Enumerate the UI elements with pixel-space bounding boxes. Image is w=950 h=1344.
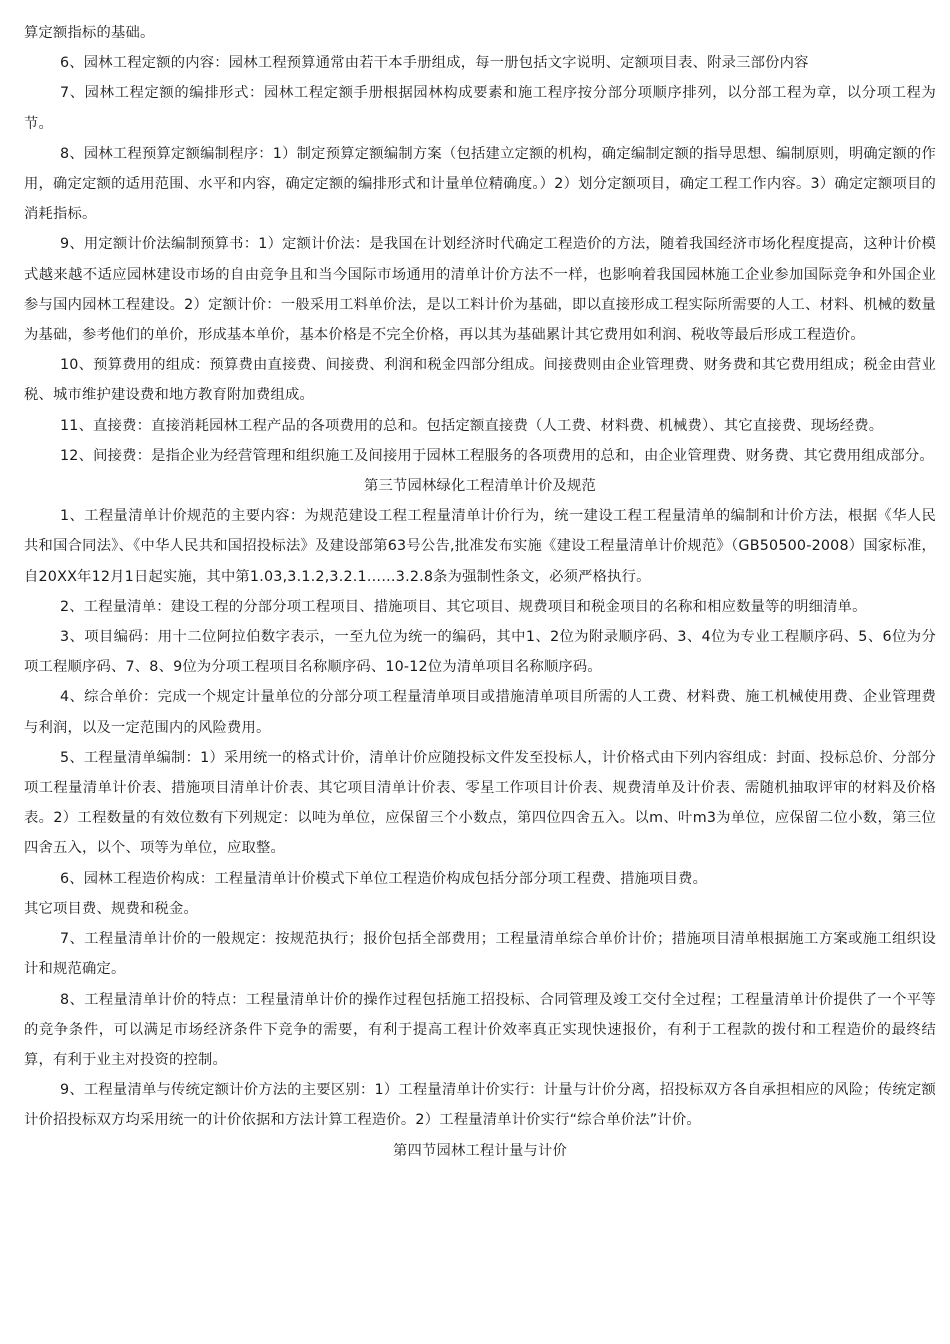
paragraph-s3-item-5: 5、工程量清单编制：1）采用统一的格式计价，清单计价应随投标文件发至投标人，计价格式由下列内容组成：封面、投标总价、分部分项工程量清单计价表、措施项目清单计价表、其它项目清单计价表、零星工作项目计价表、规费清单及计价表、需随机抽取评审的材料及价格表。2）工程数量的有效位数有下列规定：以吨为单位，应保留三个小数点，第四位四舍五入。以m、叶m3为单位，应保留二位小数，第三位四舍五入，以个、项等为单位，应取整。	[24, 749, 936, 857]
paragraph-s3-item-9: 9、工程量清单与传统定额计价方法的主要区别：1）工程量清单计价实行：计量与计价分离，招投标双方各自承担相应的风险；传统定额计价招投标双方均采用统一的计价依据和方法计算工程造价。2）工程量清单计价实行“综合单价法”计价。	[24, 1082, 936, 1129]
paragraph-s3-item-3: 3、项目编码：用十二位阿拉伯数字表示，一至九位为统一的编码，其中1、2位为附录顺序码、3、4位为专业工程顺序码、5、6位为分项工程顺序码、7、8、9位为分项工程项目名称顺序码、10-12位为清单项目名称顺序码。	[24, 629, 936, 676]
section-title-4: 第四节园林工程计量与计价	[393, 1142, 567, 1159]
paragraph-s3-item-2: 2、工程量清单：建设工程的分部分项工程项目、措施项目、其它项目、规费项目和税金项目的名称和相应数量等的明细清单。	[60, 598, 867, 615]
paragraph-continuation: 算定额指标的基础。	[24, 25, 155, 41]
paragraph-s3-item-6: 6、园林工程造价构成：工程量清单计价模式下单位工程造价构成包括分部分项工程费、措施项目费。	[60, 870, 708, 887]
paragraph-item-10: 10、预算费用的组成：预算费由直接费、间接费、利润和税金四部分组成。间接费则由企业管理费、财务费和其它费用组成；税金由营业税、城市维护建设费和地方教育附加费组成。	[24, 357, 936, 404]
paragraph-s3-item-7: 7、工程量清单计价的一般规定：按规范执行；报价包括全部费用；工程量清单综合单价计价；措施项目清单根据施工方案或施工组织设计和规范确定。	[24, 931, 936, 978]
paragraph-s3-item-8: 8、工程量清单计价的特点：工程量清单计价的操作过程包括施工招投标、合同管理及竣工交付全过程；工程量清单计价提供了一个平等的竞争条件，可以满足市场经济条件下竞争的需要，有利于提高工程计价效率真正实现快速报价，有利于工程款的拨付和工程造价的最终结算，有利于业主对投资的控制。	[24, 991, 936, 1068]
paragraph-item-9: 9、用定额计价法编制预算书：1）定额计价法：是我国在计划经济时代确定工程造价的方法，随着我国经济市场化程度提高，这种计价模式越来越不适应园林建设市场的自由竞争且和当今国际市场通用的清单计价方法不一样，也影响着我国园林施工企业参加国际竞争和外国企业参与国内园林工程建设。2）定额计价：一般采用工料单价法，是以工料计价为基础，即以直接形成工程实际所需要的人工、材料、机械的数量为基础，参考他们的单价，形成基本单价，基本价格是不完全价格，再以其为基础累计其它费用如利润、税收等最后形成工程造价。	[24, 236, 936, 344]
paragraph-item-8: 8、园林工程预算定额编制程序：1）制定预算定额编制方案（包括建立定额的机构，确定编制定额的指导思想、编制原则，明确定额的作用，确定定额的适用范围、水平和内容，确定定额的编排形式和计量单位精确度。）2）划分定额项目，确定工程工作内容。3）确定定额项目的消耗指标。	[24, 145, 936, 223]
paragraph-item-6: 6、园林工程定额的内容：园林工程预算通常由若干本手册组成，每一册包括文字说明、定额项目表、附录三部份内容	[60, 55, 809, 72]
paragraph-item-11: 11、直接费：直接消耗园林工程产品的各项费用的总和。包括定额直接费（人工费、材料费、机械费）、其它直接费、现场经费。	[60, 417, 884, 434]
document-page	[24, 18, 936, 1166]
paragraph-item-7: 7、园林工程定额的编排形式：园林工程定额手册根据园林构成要素和施工程序按分部分项顺序排列，以分部工程为章，以分项工程为节。	[24, 85, 936, 132]
paragraph-s3-item-6-continuation: 其它项目费、规费和税金。	[24, 900, 198, 917]
paragraph-s3-item-1: 1、工程量清单计价规范的主要内容：为规范建设工程工程量清单计价行为，统一建设工程工程量清单的编制和计价方法，根据《华人民共和国合同法》、《中华人民共和国招投标法》及建设部第63号公告,批准发布实施《建设工程量清单计价规范》（GB50500-2008）国家标准，自20XX年12月1日起实施，其中第1.03,3.1.2,3.2.1……3.2.8条为强制性条文，必须严格执行。	[24, 508, 936, 585]
paragraph-item-12: 12、间接费：是指企业为经营管理和组织施工及间接用于园林工程服务的各项费用的总和，由企业管理费、财务费、其它费用组成部分。	[60, 447, 934, 464]
section-title-3: 第三节园林绿化工程清单计价及规范	[364, 478, 596, 495]
paragraph-s3-item-4: 4、综合单价：完成一个规定计量单位的分部分项工程量清单项目或措施清单项目所需的人工费、材料费、施工机械使用费、企业管理费与利润，以及一定范围内的风险费用。	[24, 689, 936, 736]
